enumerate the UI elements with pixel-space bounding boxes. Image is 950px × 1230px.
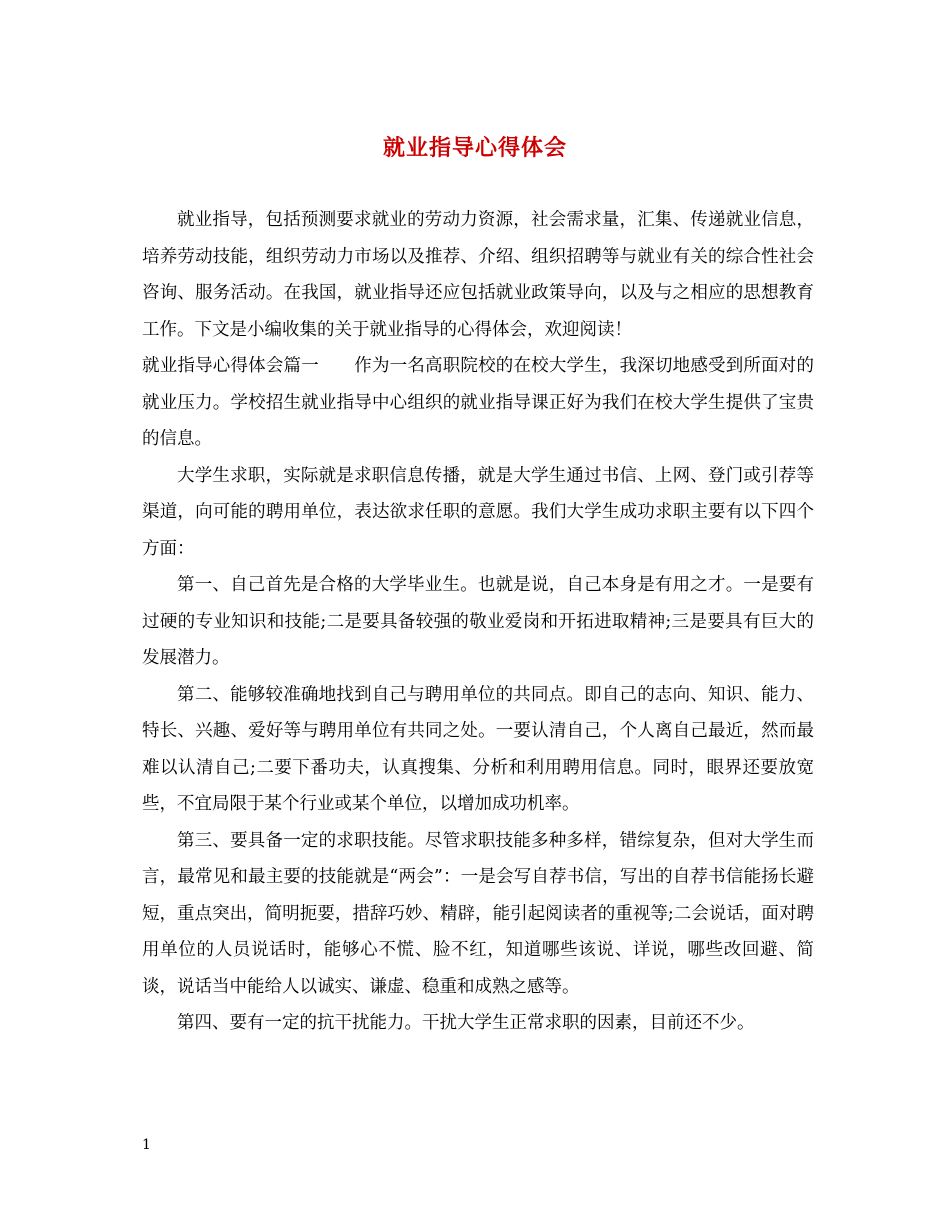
paragraph-point-three: 第三、要具备一定的求职技能。尽管求职技能多种多样，错综复杂，但对大学生而言，最常见和最主要的技能就是“两会”：一是会写自荐书信，写出的自荐书信能扬长避短，重点突出，简明扼要，措辞巧妙、精辟，能引起阅读者的重视等;二会说话，面对聘用单位的人员说话时，能够心不慌、脸不红，知道哪些该说、详说，哪些改回避、简谈，说话当中能给人以诚实、谦虚、稳重和成熟之感等。 — [142, 830, 814, 997]
paragraph-point-one: 第一、自己首先是合格的大学毕业生。也就是说，自己本身是有用之才。一是要有过硬的专业知识和技能;二是要具备较强的敬业爱岗和开拓进取精神;三是要具有巨大的发展潜力。 — [142, 575, 814, 668]
paragraph-section-one: 就业指导心得体会篇一 作为一名高职院校的在校大学生，我深切地感受到所面对的就业压力。学校招生就业指导中心组织的就业指导课正好为我们在校大学生提供了宝贵的信息。 — [142, 356, 814, 449]
paragraph-point-two: 第二、能够较准确地找到自己与聘用单位的共同点。即自己的志向、知识、能力、特长、兴趣、爱好等与聘用单位有共同之处。一要认清自己，个人离自己最近，然而最难以认清自己;二要下番功夫，认真搜集、分析和利用聘用信息。同时，眼界还要放宽些，不宜局限于某个行业或某个单位，以增加成功机率。 — [142, 684, 814, 814]
document-title: 就业指导心得体会 — [382, 135, 567, 161]
paragraph-intro: 就业指导，包括预测要求就业的劳动力资源，社会需求量，汇集、传递就业信息，培养劳动技能，组织劳动力市场以及推荐、介绍、组织招聘等与就业有关的综合性社会咨询、服务活动。在我国，就业指导还应包括就业政策导向，以及与之相应的思想教育工作。下文是小编收集的关于就业指导的心得体会，欢迎阅读！ — [142, 210, 814, 340]
page-number: 1 — [142, 1137, 151, 1153]
document-body — [142, 202, 814, 1042]
paragraph-point-four: 第四、要有一定的抗干扰能力。干扰大学生正常求职的因素，目前还不少。 — [177, 1013, 755, 1033]
paragraph-job-search: 大学生求职，实际就是求职信息传播，就是大学生通过书信、上网、登门或引荐等渠道，向可能的聘用单位，表达欲求任职的意愿。我们大学生成功求职主要有以下四个方面： — [142, 465, 814, 559]
